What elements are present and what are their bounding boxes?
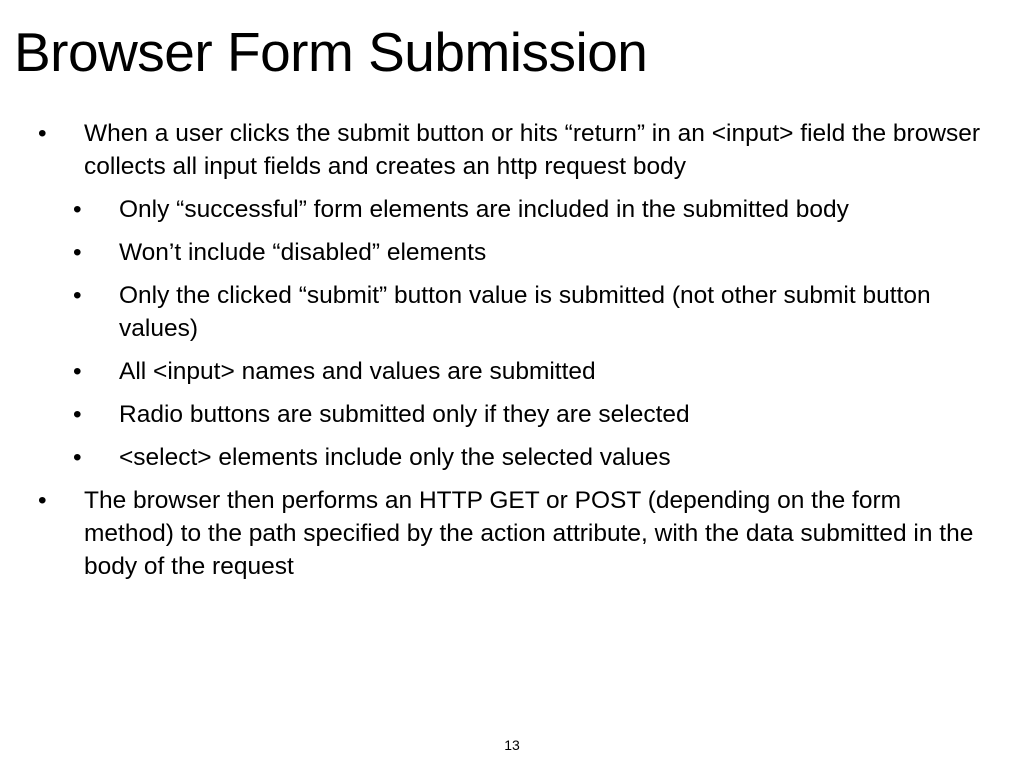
- bullet-text: Won’t include “disabled” elements: [119, 239, 487, 266]
- slide-title: Browser Form Submission: [14, 21, 648, 83]
- sub-bullet-item: [0, 398, 1024, 431]
- bullet-dot-icon: •: [73, 401, 82, 428]
- bullet-text: Only “successful” form elements are included in the submitted body: [119, 196, 849, 223]
- bullet-dot-icon: •: [38, 120, 47, 147]
- bullet-dot-icon: •: [38, 487, 47, 514]
- bullet-list: [0, 117, 1024, 583]
- sub-bullet-item: [0, 355, 1024, 388]
- bullet-dot-icon: •: [73, 196, 82, 223]
- bullet-text: <select> elements include only the selected values: [119, 444, 671, 471]
- bullet-item: [0, 117, 1024, 183]
- bullet-dot-icon: •: [73, 239, 82, 266]
- sub-bullet-item: [0, 279, 1024, 345]
- bullet-dot-icon: •: [73, 358, 82, 385]
- sub-bullet-item: [0, 193, 1024, 226]
- page-number: 13: [504, 737, 520, 753]
- bullet-dot-icon: •: [73, 444, 82, 471]
- bullet-dot-icon: •: [73, 282, 82, 309]
- sub-bullet-item: [0, 441, 1024, 474]
- bullet-text: When a user clicks the submit button or hits “return” in an <input> field the browser collects all input fields and creates an http request body: [84, 120, 981, 180]
- bullet-text: Radio buttons are submitted only if they are selected: [119, 401, 690, 428]
- bullet-item: [0, 484, 1024, 583]
- bullet-text: All <input> names and values are submitted: [119, 358, 596, 385]
- sub-bullet-item: [0, 236, 1024, 269]
- bullet-text: The browser then performs an HTTP GET or POST (depending on the form method) to the path specified by the action attribute, with the data submitted in the body of the request: [84, 487, 974, 580]
- bullet-text: Only the clicked “submit” button value is submitted (not other submit button values): [119, 282, 931, 342]
